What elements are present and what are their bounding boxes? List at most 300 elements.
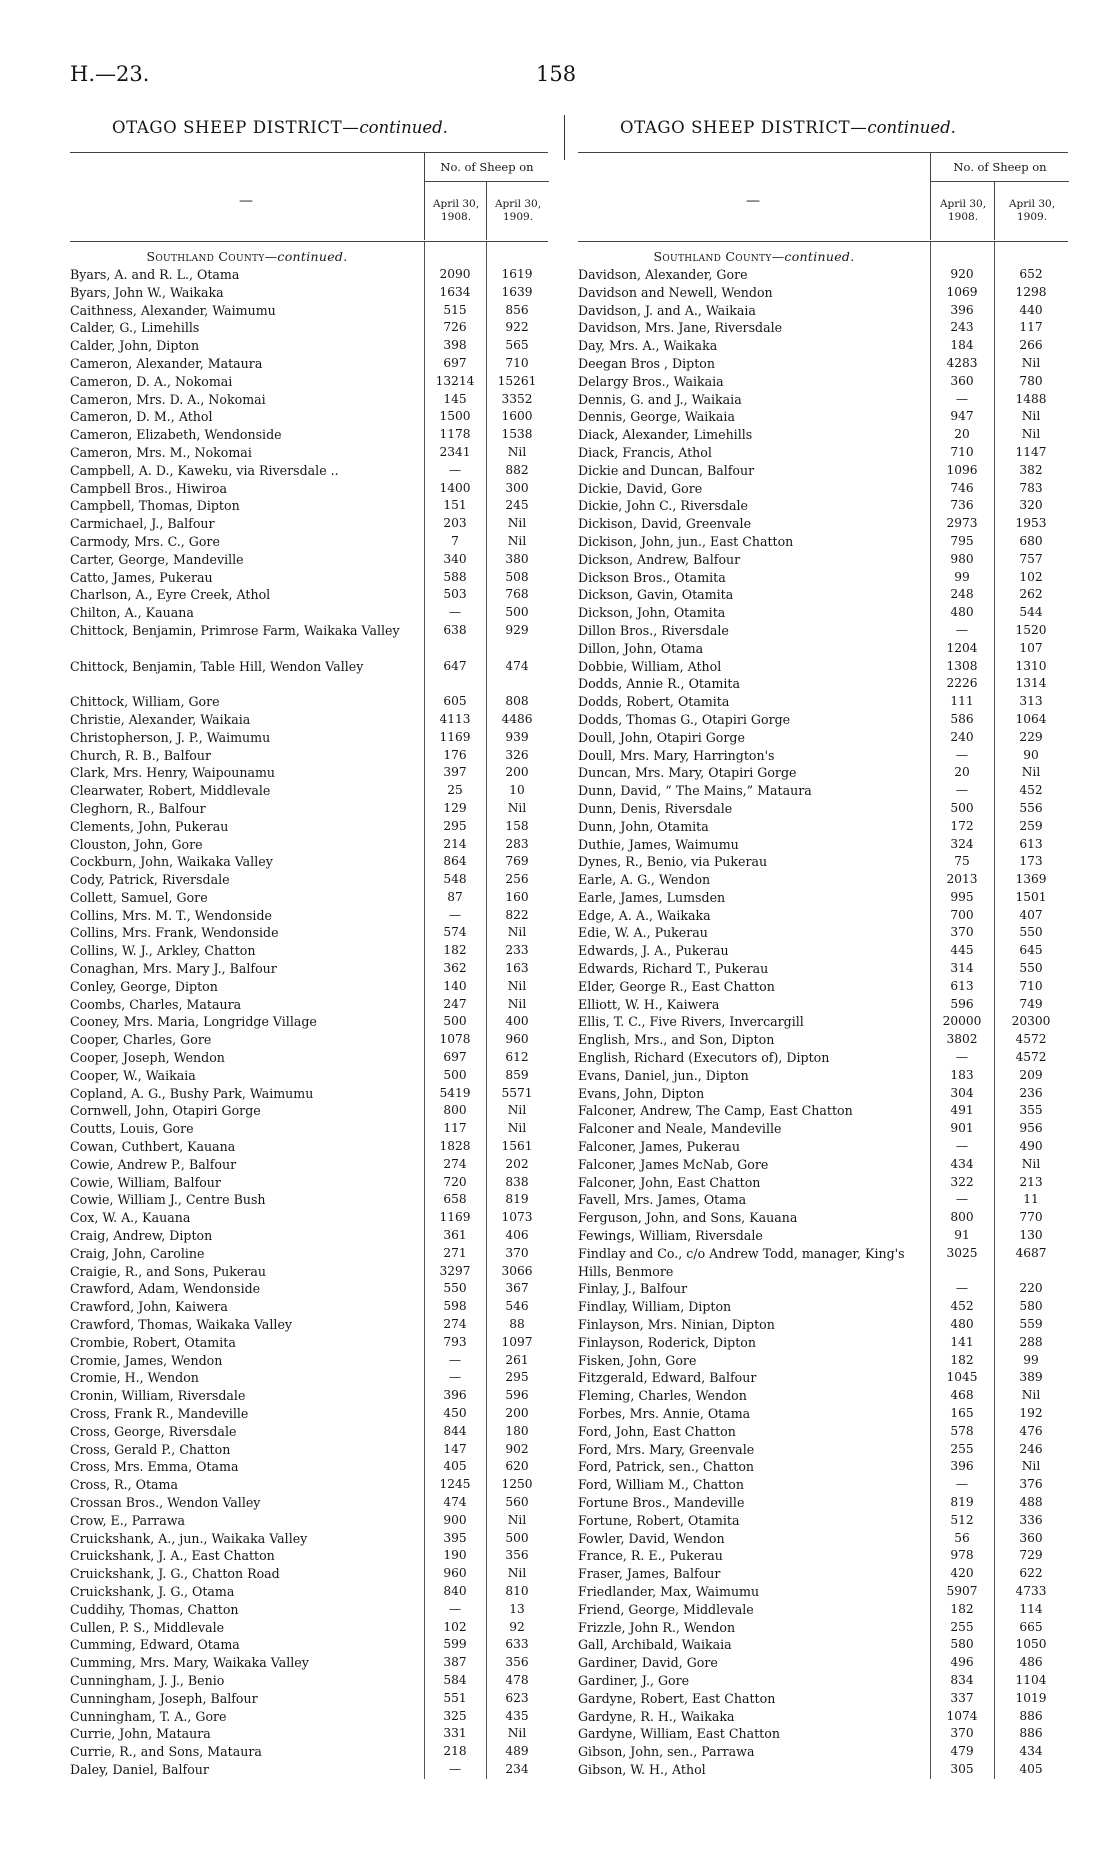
sheep-1909: 405 <box>1019 1761 1043 1776</box>
sheep-1909: 500 <box>505 1530 529 1545</box>
sheep-1908: 901 <box>950 1121 974 1136</box>
sheep-1908: — <box>955 783 969 798</box>
owner-name: Cameron, Mrs. D. A., Nokomai <box>70 391 266 407</box>
owner-name: Dennis, George, Waikaia <box>578 409 735 425</box>
owner-name: Dobbie, William, Athol <box>578 658 722 674</box>
sheep-1909: 236 <box>1019 1085 1043 1100</box>
sheep-1908: 500 <box>443 1067 467 1082</box>
owner-name: Duncan, Mrs. Mary, Otapiri Gorge <box>578 765 797 781</box>
owner-name: Cruickshank, J. G., Chatton Road <box>70 1566 280 1582</box>
sheep-1908: 2973 <box>946 516 978 531</box>
owner-name: Day, Mrs. A., Waikaka <box>578 338 718 354</box>
sheep-1908: 370 <box>950 925 974 940</box>
owner-name: Cullen, P. S., Middlevale <box>70 1619 225 1635</box>
owner-name: Cronin, William, Riversdale <box>70 1388 246 1404</box>
owner-name: Cross, R., Otama <box>70 1477 179 1493</box>
table-row <box>70 408 548 426</box>
sheep-1908: 491 <box>950 1103 974 1118</box>
sheep-1908: 271 <box>443 1245 467 1260</box>
sheep-1909: 435 <box>505 1708 529 1723</box>
owner-name: Dennis, G. and J., Waikaia <box>578 391 742 407</box>
owner-name: Dunn, David, “ The Mains,” Mataura <box>578 783 812 799</box>
sheep-1909: 336 <box>1019 1512 1043 1527</box>
sheep-1908: 978 <box>950 1548 974 1563</box>
sheep-1908: 800 <box>950 1210 974 1225</box>
table-row <box>70 1441 548 1459</box>
section-heading: Southland County—continued. <box>653 249 855 264</box>
table-row <box>70 978 548 996</box>
table-row <box>70 1725 548 1743</box>
sheep-1908: 190 <box>443 1548 467 1563</box>
table-row <box>70 1013 548 1031</box>
sheep-1908: 1074 <box>946 1708 978 1723</box>
sheep-1908: 900 <box>443 1512 467 1527</box>
table-row <box>70 480 548 498</box>
table-row <box>70 1298 548 1316</box>
sheep-1908: 20 <box>954 765 970 780</box>
owner-name: Carmichael, J., Balfour <box>70 516 215 532</box>
sheep-1909: 88 <box>509 1317 525 1332</box>
sheep-1909: 320 <box>1019 498 1043 513</box>
sheep-1909: 11 <box>1023 1192 1039 1207</box>
sheep-1909: 939 <box>505 729 529 744</box>
sheep-1908: 247 <box>443 996 467 1011</box>
sheep-1909: 780 <box>1019 373 1043 388</box>
sheep-1908: 596 <box>950 996 974 1011</box>
sheep-1908: 370 <box>950 1726 974 1741</box>
table-row <box>70 836 548 854</box>
owner-name: Frizzle, John R., Wendon <box>578 1619 736 1635</box>
sheep-1908: 398 <box>443 338 467 353</box>
sheep-1909: 13 <box>509 1601 525 1616</box>
table-row <box>70 693 548 711</box>
owner-name: Gardyne, Robert, East Chatton <box>578 1690 776 1706</box>
owner-name: Gibson, John, sen., Parrawa <box>578 1744 755 1760</box>
owner-name: Catto, James, Pukerau <box>70 569 213 585</box>
sheep-1909: 822 <box>505 907 529 922</box>
left-table <box>70 152 548 1779</box>
sheep-1909: 15261 <box>497 373 537 388</box>
sheep-1908: 324 <box>950 836 974 851</box>
sheep-1908: — <box>448 605 462 620</box>
sheep-1909: 209 <box>1019 1067 1043 1082</box>
owner-name: Charlson, A., Eyre Creek, Athol <box>70 587 271 603</box>
sheep-1909: 886 <box>1019 1726 1043 1741</box>
sheep-1908: 203 <box>443 516 467 531</box>
owner-name: Dunn, John, Otamita <box>578 818 709 834</box>
sheep-1908: 304 <box>950 1085 974 1100</box>
sheep-1909: 546 <box>505 1299 529 1314</box>
table-row <box>70 1672 548 1690</box>
sheep-1908: 474 <box>443 1494 467 1509</box>
right-table <box>578 152 1068 1779</box>
sheep-1908: 111 <box>950 694 974 709</box>
sheep-1909: 560 <box>505 1494 529 1509</box>
sheep-1908: 574 <box>443 925 467 940</box>
owner-name: Cameron, Elizabeth, Wendonside <box>70 427 282 443</box>
owner-name: Cleghorn, R., Balfour <box>70 800 206 816</box>
table-row <box>70 1263 548 1281</box>
owner-name: Caithness, Alexander, Waimumu <box>70 302 276 318</box>
owner-name: Cameron, D. A., Nokomai <box>70 373 233 389</box>
table-row <box>70 569 548 587</box>
right-district-title: OTAGO SHEEP DISTRICT—continued. <box>620 118 956 137</box>
sheep-1908: 305 <box>950 1761 974 1776</box>
sheep-1909: 356 <box>505 1655 529 1670</box>
owner-name: Cowie, William, Balfour <box>70 1174 221 1190</box>
sheep-1909: 407 <box>1019 907 1043 922</box>
owner-name: Dynes, R., Benio, via Pukerau <box>578 854 768 870</box>
sheep-1908: 658 <box>443 1192 467 1207</box>
sheep-1908: 551 <box>443 1690 467 1705</box>
owner-name: Dickie and Duncan, Balfour <box>578 462 755 478</box>
sheep-1909: Nil <box>507 1566 527 1581</box>
owner-name: Davidson, Mrs. Jane, Riversdale <box>578 320 783 336</box>
header-1909: April 30, 1909. <box>994 182 1069 240</box>
owner-name: Falconer and Neale, Mandeville <box>578 1121 782 1137</box>
sheep-1908: 580 <box>950 1637 974 1652</box>
owner-name: Findlay and Co., c/o Andrew Todd, manager, King's Hills, Benmore <box>578 1245 905 1279</box>
sheep-1908: 586 <box>950 711 974 726</box>
sheep-1908: 331 <box>443 1726 467 1741</box>
sheep-1908: 834 <box>950 1672 974 1687</box>
table-row <box>70 1138 548 1156</box>
sheep-1908: 255 <box>950 1619 974 1634</box>
owner-name: Doull, Mrs. Mary, Harrington's <box>578 747 775 763</box>
owner-name: Cooney, Mrs. Maria, Longridge Village <box>70 1014 317 1030</box>
sheep-1908: 479 <box>950 1744 974 1759</box>
owner-name: Friedlander, Max, Waimumu <box>578 1583 760 1599</box>
owner-name: Cameron, Alexander, Mataura <box>70 355 263 371</box>
sheep-1909: 1019 <box>1015 1690 1047 1705</box>
table-row <box>70 1067 548 1085</box>
owner-name: Cooper, Charles, Gore <box>70 1032 212 1048</box>
sheep-1909: 1310 <box>1015 658 1047 673</box>
sheep-1908: 736 <box>950 498 974 513</box>
sheep-1909: 259 <box>1019 818 1043 833</box>
sheep-1908: 274 <box>443 1156 467 1171</box>
sheep-1909: 266 <box>1019 338 1043 353</box>
owner-name: Finlayson, Roderick, Dipton <box>578 1334 756 1350</box>
sheep-1908: 445 <box>950 943 974 958</box>
table-row <box>70 1512 548 1530</box>
sheep-1909: Nil <box>507 516 527 531</box>
sheep-1908: 387 <box>443 1655 467 1670</box>
table-row <box>70 1708 548 1726</box>
owner-name: Findlay, William, Dipton <box>578 1299 732 1315</box>
table-row <box>70 1619 548 1637</box>
sheep-1908: 5907 <box>946 1583 978 1598</box>
sheep-1908: 7 <box>451 533 459 548</box>
sheep-1908: 396 <box>443 1388 467 1403</box>
owner-name: Cowan, Cuthbert, Kauana <box>70 1139 236 1155</box>
report-code: H.—23. <box>70 62 150 86</box>
table-row <box>70 1743 548 1761</box>
table-row <box>70 889 548 907</box>
table-row <box>70 818 548 836</box>
sheep-1908: 165 <box>950 1406 974 1420</box>
sheep-1908: 25 <box>447 783 463 798</box>
table-row <box>70 1476 548 1494</box>
table-row <box>70 1601 548 1619</box>
sheep-1908: 720 <box>443 1174 467 1189</box>
owner-name: Cameron, D. M., Athol <box>70 409 213 425</box>
sheep-1909: 90 <box>1023 747 1039 762</box>
sheep-1909: 856 <box>505 302 529 317</box>
sheep-1909: 192 <box>1019 1406 1043 1420</box>
owner-name: Ford, John, East Chatton <box>578 1423 736 1439</box>
sheep-1908: 638 <box>443 622 467 637</box>
owner-name: Collins, Mrs. Frank, Wendonside <box>70 925 279 941</box>
owner-name: Ellis, T. C., Five Rivers, Invercargill <box>578 1014 804 1030</box>
sheep-1908: 3802 <box>946 1032 978 1047</box>
owner-name: Campbell, A. D., Kaweku, via Riversdale .. <box>70 462 339 478</box>
owner-name: Evans, John, Dipton <box>578 1085 705 1101</box>
sheep-1908: 515 <box>443 302 467 317</box>
header-dash: — <box>746 193 760 209</box>
sheep-1909: 102 <box>1019 569 1043 584</box>
sheep-1909: 770 <box>1019 1210 1043 1225</box>
table-row <box>70 284 548 302</box>
header-sheep: No. of Sheep on <box>930 153 1069 182</box>
owner-name: Cruickshank, J. G., Otama <box>70 1583 235 1599</box>
sheep-1909: 434 <box>1019 1744 1043 1759</box>
sheep-1908: 56 <box>954 1530 970 1545</box>
sheep-1908: 1078 <box>439 1032 471 1047</box>
sheep-1908: 599 <box>443 1637 467 1652</box>
sheep-1908: 102 <box>443 1619 467 1634</box>
sheep-1909: 710 <box>1019 978 1043 993</box>
sheep-1909: 92 <box>509 1619 525 1634</box>
owner-name: Chilton, A., Kauana <box>70 605 194 621</box>
sheep-1908: — <box>955 1139 969 1154</box>
sheep-1908: — <box>448 1352 462 1367</box>
table-row <box>70 533 548 551</box>
sheep-1909: 200 <box>505 1406 529 1420</box>
header-1908: April 30, 1908. <box>424 182 487 240</box>
owner-name: Carter, George, Mandeville <box>70 551 244 567</box>
owner-name: Ford, Mrs. Mary, Greenvale <box>578 1441 755 1457</box>
owner-name: Campbell Bros., Hiwiroa <box>70 480 227 496</box>
sheep-1908: 710 <box>950 444 974 459</box>
sheep-1908: 700 <box>950 907 974 922</box>
sheep-1909: 859 <box>505 1067 529 1082</box>
sheep-1909: 633 <box>505 1637 529 1652</box>
owner-name: Crossan Bros., Wendon Valley <box>70 1494 261 1510</box>
table-row <box>70 1085 548 1103</box>
sheep-1908: 2090 <box>439 267 471 281</box>
sheep-1909: 1619 <box>501 267 533 281</box>
sheep-1908: — <box>955 747 969 762</box>
sheep-1909: Nil <box>507 996 527 1011</box>
owner-name: Conley, George, Dipton <box>70 978 218 994</box>
sheep-1909: Nil <box>507 978 527 993</box>
owner-name: Crawford, Thomas, Waikaka Valley <box>70 1317 293 1333</box>
owner-name: Cross, Frank R., Mandeville <box>70 1406 249 1421</box>
owner-name: Carmody, Mrs. C., Gore <box>70 533 220 549</box>
owner-name: Dickson, John, Otamita <box>578 605 726 621</box>
sheep-1909: 233 <box>505 943 529 958</box>
sheep-1908: 1169 <box>439 729 471 744</box>
owner-name: Ford, William M., Chatton <box>578 1477 744 1493</box>
sheep-1908: 240 <box>950 729 974 744</box>
sheep-1909: 180 <box>505 1423 529 1438</box>
sheep-1908: 397 <box>443 765 467 780</box>
owner-name: Duthie, James, Waimumu <box>578 836 739 852</box>
sheep-1908: 844 <box>443 1423 467 1438</box>
sheep-1908: 480 <box>950 1317 974 1332</box>
left-district-title: OTAGO SHEEP DISTRICT—continued. <box>112 118 448 137</box>
table-row <box>70 1352 548 1370</box>
table-row <box>70 1031 548 1049</box>
owner-name: Fleming, Charles, Wendon <box>578 1388 747 1404</box>
owner-name: Coutts, Louis, Gore <box>70 1121 194 1137</box>
owner-name: Crow, E., Parrawa <box>70 1512 185 1528</box>
owner-name: Fewings, William, Riversdale <box>578 1228 763 1244</box>
sheep-1908: — <box>955 1192 969 1207</box>
table-header <box>578 152 1068 242</box>
owner-name: Craig, Andrew, Dipton <box>70 1228 213 1244</box>
owner-name: Collins, Mrs. M. T., Wendonside <box>70 907 272 923</box>
sheep-1908: — <box>955 391 969 406</box>
sheep-1908: 1204 <box>946 640 978 655</box>
sheep-1908: 325 <box>443 1708 467 1723</box>
table-body <box>70 266 548 1779</box>
table-row <box>70 266 548 284</box>
owner-name: Edwards, Richard T., Pukerau <box>578 961 769 977</box>
sheep-1908: 512 <box>950 1512 974 1527</box>
sheep-1908: 218 <box>443 1744 467 1759</box>
sheep-1908: 1069 <box>946 284 978 299</box>
sheep-1908: 1400 <box>439 480 471 495</box>
sheep-1908: — <box>955 1477 969 1492</box>
sheep-1909: 1520 <box>1015 622 1047 637</box>
sheep-1908: 500 <box>950 800 974 815</box>
sheep-1909: 474 <box>505 658 529 673</box>
sheep-1909: 488 <box>1019 1494 1043 1509</box>
sheep-1908: 13214 <box>435 373 475 388</box>
table-row <box>70 302 548 320</box>
owner-name: Cooper, W., Waikaia <box>70 1067 196 1083</box>
owner-name: Dickie, David, Gore <box>578 480 703 496</box>
owner-name: Doull, John, Otapiri Gorge <box>578 729 745 745</box>
sheep-1909: 300 <box>505 480 529 495</box>
sheep-1909: 283 <box>505 836 529 851</box>
sheep-1909: 1600 <box>501 409 533 424</box>
sheep-1908: 920 <box>950 267 974 281</box>
sheep-1909: Nil <box>1021 1388 1041 1403</box>
table-row <box>70 1423 548 1441</box>
sheep-1909: 1250 <box>501 1477 533 1492</box>
sheep-1908: 947 <box>950 409 974 424</box>
sheep-1908: 243 <box>950 320 974 335</box>
sheep-1909: 5571 <box>501 1085 533 1100</box>
sheep-1909: Nil <box>507 1512 527 1527</box>
owner-name: Cross, Gerald P., Chatton <box>70 1441 231 1457</box>
sheep-1909: 956 <box>1019 1121 1043 1136</box>
sheep-1908: 314 <box>950 961 974 976</box>
header-1908: April 30, 1908. <box>930 182 995 240</box>
owner-name: Cruickshank, J. A., East Chatton <box>70 1548 275 1564</box>
sheep-1909: 20300 <box>1011 1014 1051 1029</box>
sheep-1909: 783 <box>1019 480 1043 495</box>
sheep-1909: 550 <box>1019 925 1043 940</box>
sheep-1909: 313 <box>1019 694 1043 709</box>
owner-name: Dickson, Andrew, Balfour <box>578 551 741 567</box>
table-row <box>70 1654 548 1672</box>
owner-name: Chittock, Benjamin, Primrose Farm, Waikaka Valley <box>70 622 400 638</box>
table-row <box>70 586 548 604</box>
sheep-1909: 163 <box>505 961 529 976</box>
sheep-1908: 960 <box>443 1566 467 1581</box>
sheep-1908: 795 <box>950 533 974 548</box>
sheep-1908: 395 <box>443 1530 467 1545</box>
sheep-1909: Nil <box>1021 765 1041 780</box>
sheep-1909: 4687 <box>1015 1245 1047 1260</box>
sheep-1908: — <box>955 1281 969 1296</box>
owner-name: Craig, John, Caroline <box>70 1245 205 1261</box>
sheep-1908: 584 <box>443 1672 467 1687</box>
table-row <box>70 604 548 622</box>
sheep-1908: 840 <box>443 1583 467 1598</box>
owner-name: Gardiner, J., Gore <box>578 1672 690 1688</box>
owner-name: Gall, Archibald, Waikaia <box>578 1637 732 1653</box>
owner-name: Finlayson, Mrs. Ninian, Dipton <box>578 1317 775 1333</box>
sheep-1908: 182 <box>443 943 467 958</box>
sheep-1909: 1064 <box>1015 711 1047 726</box>
table-row <box>70 515 548 533</box>
owner-name: Cody, Patrick, Riversdale <box>70 872 230 888</box>
owner-name: Clouston, John, Gore <box>70 836 203 852</box>
sheep-1909: Nil <box>507 1121 527 1136</box>
owner-name: Fortune Bros., Mandeville <box>578 1494 745 1510</box>
owner-name: Diack, Francis, Athol <box>578 444 712 460</box>
owner-name: Christopherson, J. P., Waimumu <box>70 729 271 745</box>
sheep-1909: Nil <box>507 1726 527 1741</box>
owner-name: Cuddihy, Thomas, Chatton <box>70 1601 239 1617</box>
sheep-1908: 550 <box>443 1281 467 1296</box>
owner-name: Gardyne, R. H., Waikaka <box>578 1708 735 1724</box>
owner-name: Byars, John W., Waikaka <box>70 284 224 300</box>
sheep-1908: 500 <box>443 1014 467 1029</box>
sheep-1909: 652 <box>1019 267 1043 281</box>
table-row <box>70 1547 548 1565</box>
sheep-1909: 1314 <box>1015 676 1047 691</box>
column-rule <box>486 242 487 1779</box>
sheep-1909: Nil <box>507 533 527 548</box>
sheep-1908: 2226 <box>946 676 978 691</box>
owner-name: Copland, A. G., Bushy Park, Waimumu <box>70 1085 314 1101</box>
owner-name: Cruickshank, A., jun., Waikaka Valley <box>70 1530 308 1546</box>
sheep-1909: Nil <box>507 925 527 940</box>
table-row <box>70 658 548 694</box>
sheep-1908: 340 <box>443 551 467 566</box>
table-row <box>70 711 548 729</box>
owner-name: Byars, A. and R. L., Otama <box>70 267 240 282</box>
sheep-1909: 550 <box>1019 961 1043 976</box>
owner-name: Deegan Bros , Dipton <box>578 355 715 371</box>
sheep-1909: 220 <box>1019 1281 1043 1296</box>
owner-name: Daley, Daniel, Balfour <box>70 1761 209 1777</box>
owner-name: Falconer, James, Pukerau <box>578 1139 740 1155</box>
sheep-1908: 605 <box>443 694 467 709</box>
owner-name: Davidson, J. and A., Waikaia <box>578 302 756 318</box>
sheep-1909: 556 <box>1019 800 1043 815</box>
table-row <box>70 1227 548 1245</box>
sheep-1908: 1245 <box>439 1477 471 1492</box>
sheep-1908: 450 <box>443 1406 467 1420</box>
sheep-1909: 808 <box>505 694 529 709</box>
